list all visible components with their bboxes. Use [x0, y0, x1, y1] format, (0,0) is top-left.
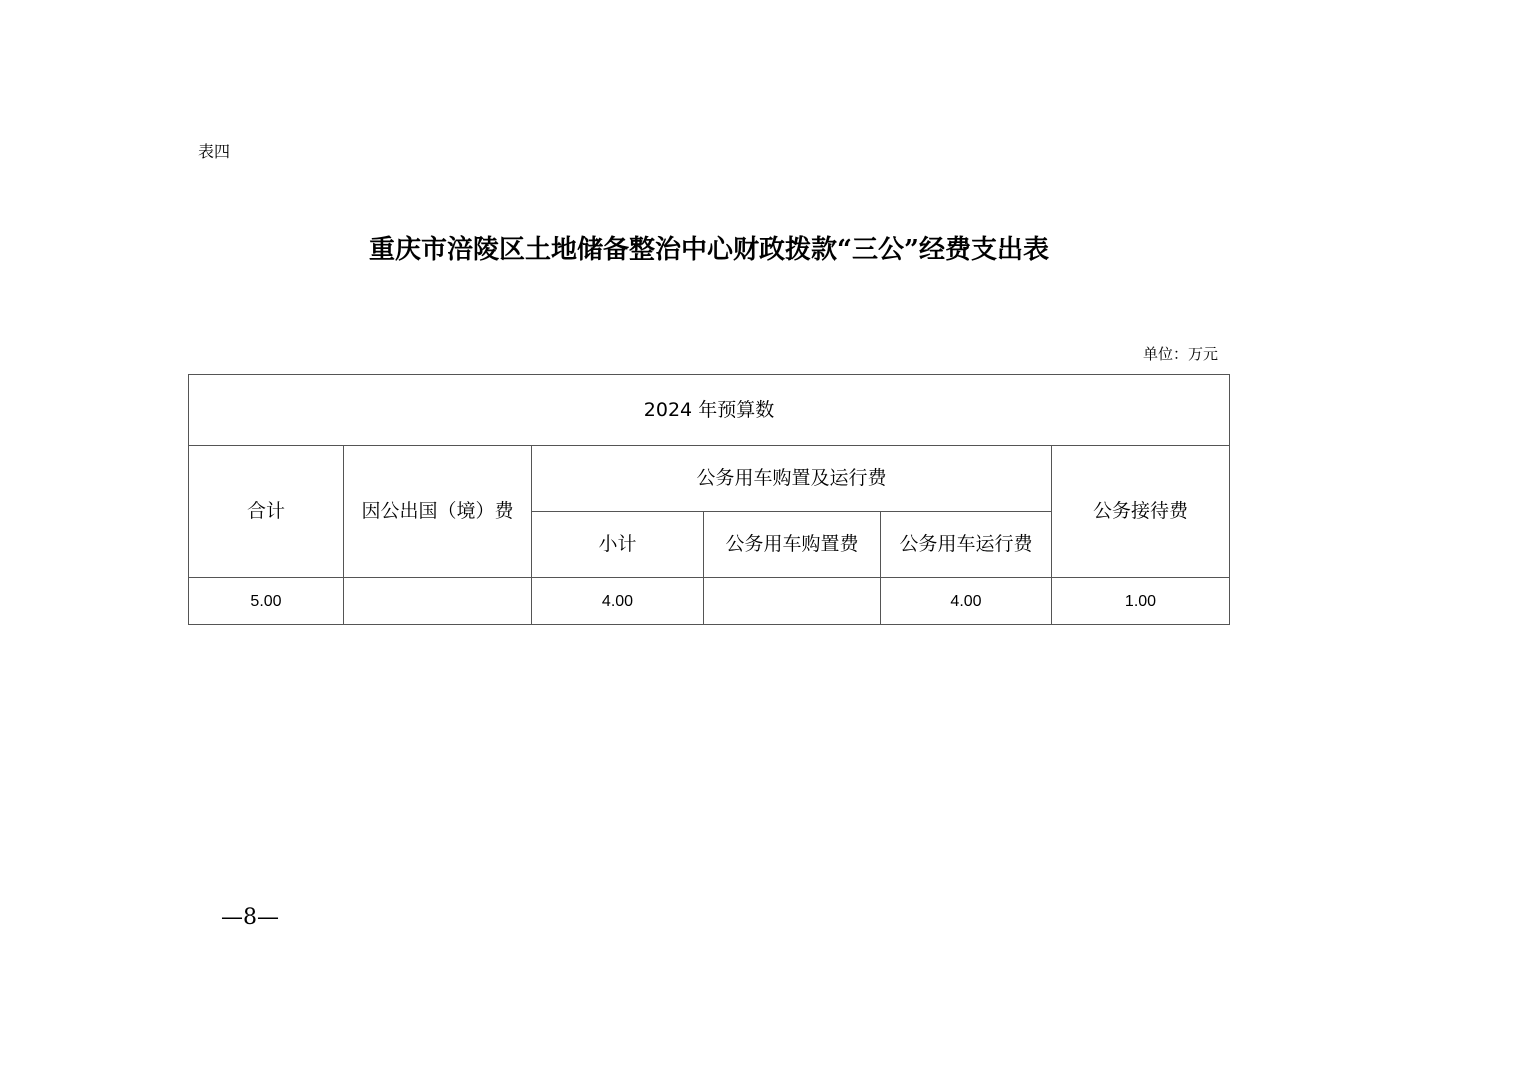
header-total: 合计 [189, 446, 344, 578]
header-vehicle-group: 公务用车购置及运行费 [532, 446, 1052, 512]
header-reception: 公务接待费 [1052, 446, 1230, 578]
cell-overseas [344, 578, 532, 625]
header-overseas: 因公出国（境）费 [344, 446, 532, 578]
cell-reception: 1.00 [1052, 578, 1230, 625]
cell-vehicle-subtotal: 4.00 [532, 578, 704, 625]
cell-vehicle-operation: 4.00 [881, 578, 1052, 625]
table-row [189, 578, 1230, 625]
page-number: —8— [221, 905, 279, 930]
expenditure-table [188, 374, 1230, 625]
table-header-row [189, 375, 1230, 446]
cell-total: 5.00 [189, 578, 344, 625]
year-header-cell: 2024 年预算数 [189, 375, 1230, 446]
cell-vehicle-purchase [704, 578, 881, 625]
table-label: 表四 [198, 142, 231, 161]
header-vehicle-subtotal: 小计 [532, 512, 704, 578]
document-title: 重庆市涪陵区土地储备整治中心财政拨款“三公”经费支出表 [369, 235, 1049, 265]
table-header-row [189, 446, 1230, 512]
unit-label: 单位：万元 [1142, 345, 1218, 363]
header-vehicle-purchase: 公务用车购置费 [704, 512, 881, 578]
header-vehicle-operation: 公务用车运行费 [881, 512, 1052, 578]
